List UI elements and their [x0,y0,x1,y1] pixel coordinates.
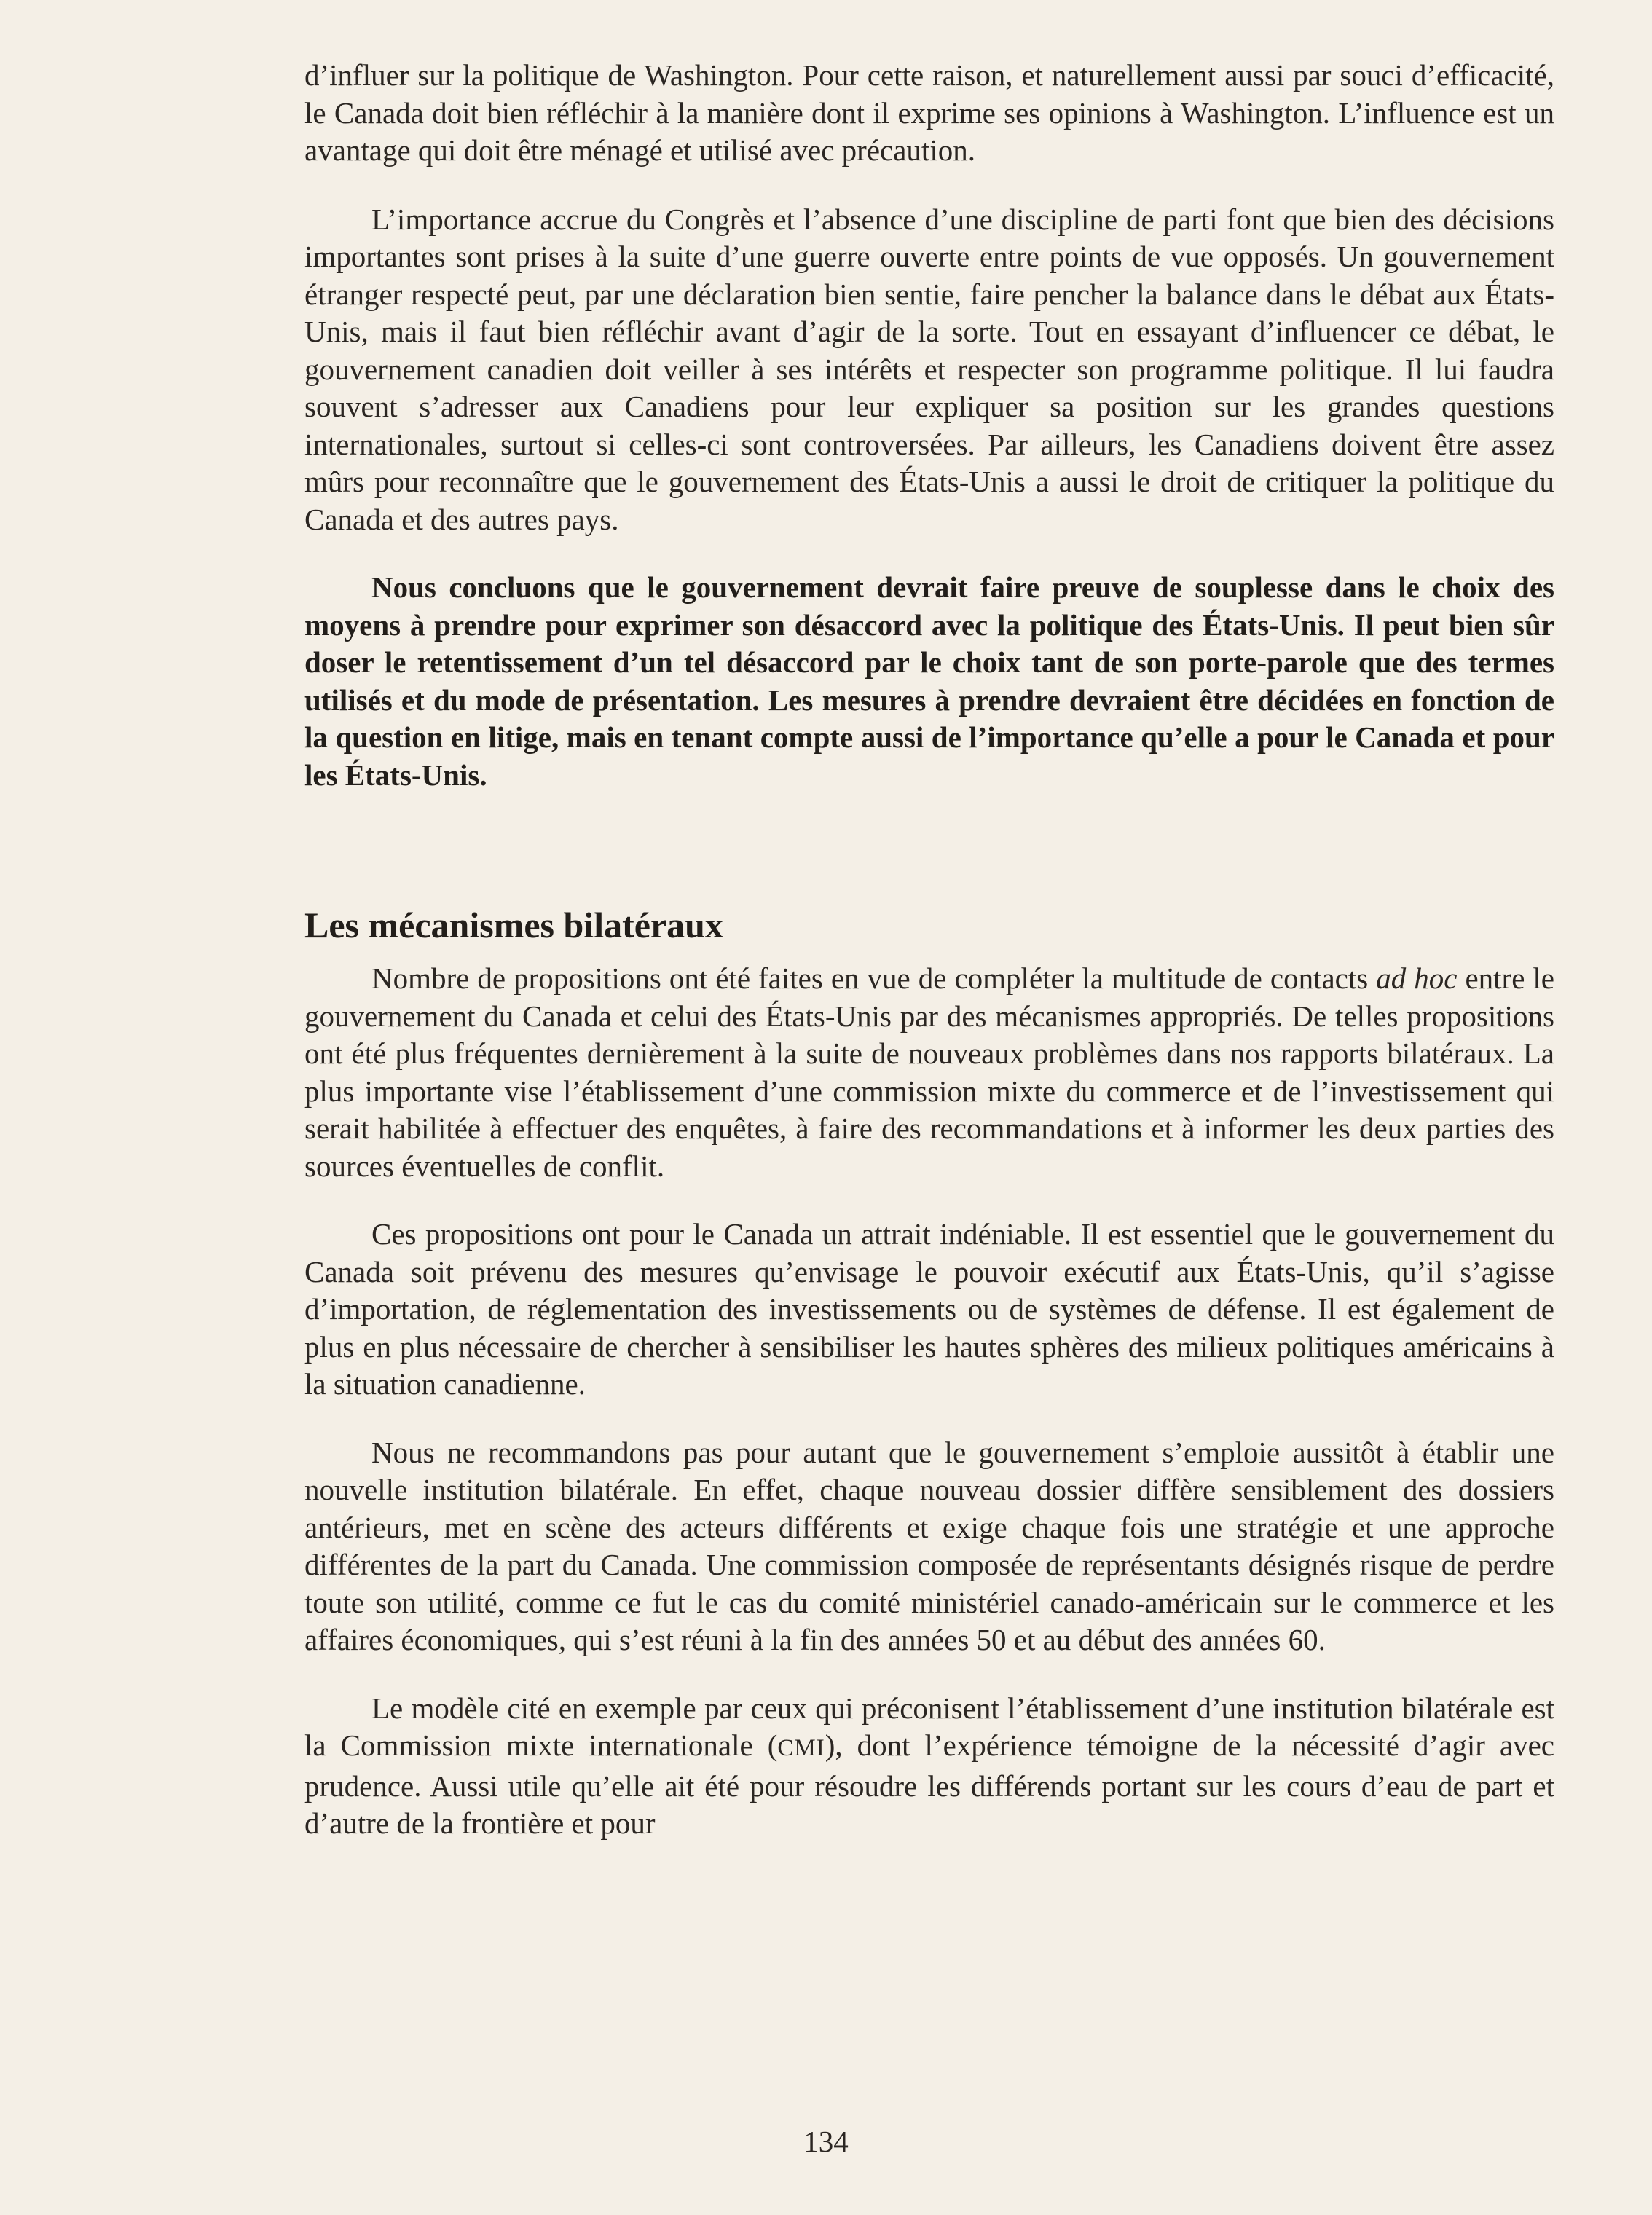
paragraph-modele-start: Le modèle cité en exemple par ceux qui préconisent l’établissement d’une institution bilatérale est la Commission mixte internationale ( [304,1691,1554,1762]
cmi-abbreviation: CMI [777,1735,825,1761]
paragraph-propositions-start: Nombre de propositions ont été faites en vue de compléter la multitude de contacts [371,961,1377,995]
paragraph-modele [304,1690,1554,1843]
paragraph-congress: L’importance accrue du Congrès et l’absence d’une discipline de parti font que bien des décisions importantes sont prises à la suite d’une guerre ouverte entre points de vue opposés. Un gouvernement étranger respecté peut, par une déclaration bien sentie, faire pencher la balance dans le débat aux États-Unis, mais il faut bien réfléchir avant d’agir de la sorte. Tout en essayant d’influencer ce débat, le gouvernement canadien doit veiller à ses intérêts et respecter son programme politique. Il lui faudra souvent s’adresser aux Canadiens pour leur expliquer sa position sur les grandes questions internationales, surtout si celles-ci sont controversées. Par ailleurs, les Canadiens doivent être assez mûrs pour reconnaître que le gouvernement des États-Unis a aussi le droit de critiquer la politique du Canada et des autres pays. [304,202,1554,536]
paragraph-attrait: Ces propositions ont pour le Canada un attrait indéniable. Il est essentiel que le gouvernement du Canada soit prévenu des mesures qu’envisage le pouvoir exécutif aux États-Unis, qu’il s’agisse d’importation, de réglementation des investissements ou de systèmes de défense. Il est également de plus en plus nécessaire de chercher à sensibiliser les hautes sphères des milieux politiques américains à la situation canadienne. [304,1217,1554,1401]
page-body [304,57,1554,1843]
section-heading: Les mécanismes bilatéraux [304,905,723,945]
paragraph-propositions-italic: ad hoc [1376,961,1458,995]
paragraph-propositions [304,960,1554,1185]
paragraph-conclusion: Nous concluons que le gouvernement devrait faire preuve de souplesse dans le choix des moyens à prendre pour exprimer son désaccord avec la politique des États-Unis. Il peut bien sûr doser le retentissement d’un tel désaccord par le choix tant de son porte-parole que des termes utilisés et du mode de présentation. Les mesures à prendre devraient être décidées en fonction de la question en litige, mais en tenant compte aussi de l’importance qu’elle a pour le Canada et pour les États-Unis. [304,570,1554,792]
paragraph-propositions-rest: entre le gouvernement du Canada et celui des États-Unis par des mécanismes appropriés. De telles propositions ont été plus fréquentes dernièrement à la suite de nouveaux problèmes dans nos rapports bilatéraux. La plus importante vise l’établissement d’une commission mixte du commerce et de l’investissement qui serait habilitée à effectuer des enquêtes, à faire des recommandations et à informer les deux parties des sources éventuelles de conflit. [304,961,1554,1183]
paragraph-modele-rest: ), dont l’expérience témoigne de la nécessité d’agir avec prudence. Aussi utile qu’elle ait été pour résoudre les différends portant sur les cours d’eau de part et d’autre de la frontière et pour [304,1728,1554,1840]
paragraph-recommandation: Nous ne recommandons pas pour autant que le gouvernement s’emploie aussitôt à établir une nouvelle institution bilatérale. En effet, chaque nouveau dossier diffère sensiblement des dossiers antérieurs, met en scène des acteurs différents et exige chaque fois une stratégie et une approche différentes de la part du Canada. Une commission composée de représentants désignés risque de perdre toute son utilité, comme ce fut le cas du comité ministériel canado-américain sur le commerce et les affaires économiques, qui s’est réuni à la fin des années 50 et au début des années 60. [304,1435,1554,1656]
paragraph-influence: d’influer sur la politique de Washington. Pour cette raison, et naturellement aussi par souci d’efficacité, le Canada doit bien réfléchir à la manière dont il exprime ses opinions à Washington. L’influence est un avantage qui doit être ménagé et utilisé avec précaution. [304,58,1554,167]
page-number: 134 [803,2125,849,2158]
